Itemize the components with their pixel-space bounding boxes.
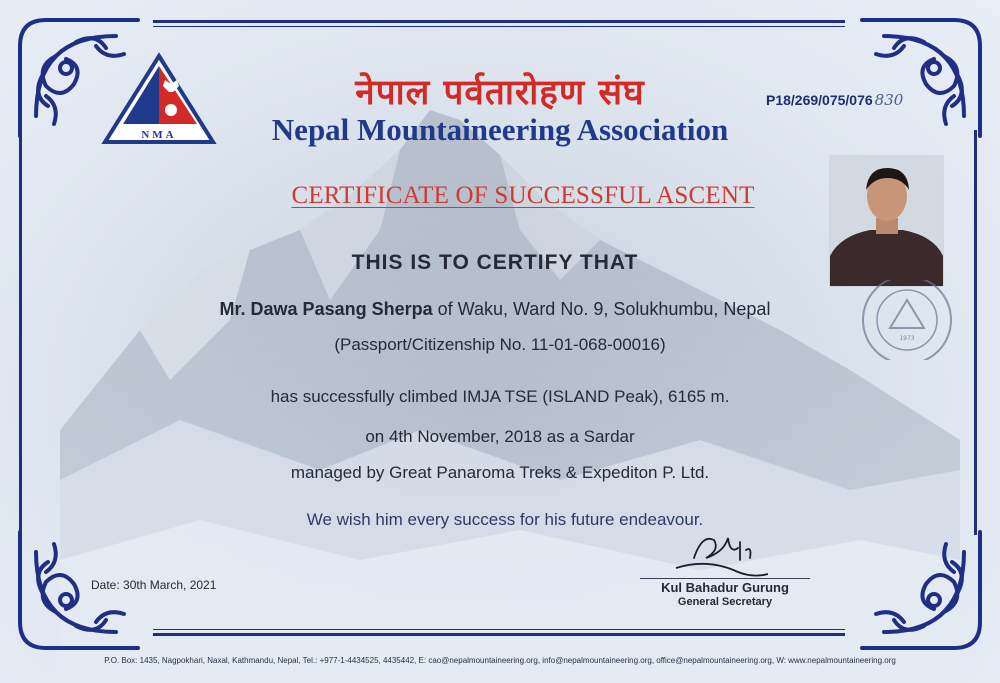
ornament-corner-bottom-left bbox=[6, 522, 146, 662]
ascent-date-line: on 4th November, 2018 as a Sardar bbox=[365, 427, 635, 446]
handwritten-signature-icon bbox=[668, 528, 778, 580]
frame-top-border bbox=[153, 20, 845, 23]
reference-printed: P18/269/075/076 bbox=[766, 92, 873, 108]
passport-line: (Passport/Citizenship No. 11-01-068-00016) bbox=[334, 335, 666, 354]
frame-top-border-inner bbox=[153, 26, 845, 27]
holder-line bbox=[0, 299, 990, 320]
issue-date: Date: 30th March, 2021 bbox=[91, 578, 217, 592]
frame-bottom-border-inner bbox=[153, 629, 845, 630]
climb-line: has successfully climbed IMJA TSE (ISLAND Peak), 6165 m. bbox=[270, 387, 730, 406]
signature-line bbox=[640, 578, 810, 579]
logo-text: NMA bbox=[141, 129, 177, 141]
holder-address: of Waku, Ward No. 9, Solukhumbu, Nepal bbox=[432, 299, 771, 319]
certify-line: THIS IS TO CERTIFY THAT bbox=[351, 251, 639, 274]
holder-name: Mr. Dawa Pasang Sherpa bbox=[219, 299, 433, 319]
ornament-corner-bottom-right bbox=[854, 522, 994, 662]
wish-line: We wish him every success for his future endeavour. bbox=[306, 510, 704, 529]
footer-contact: P.O. Box: 1435, Nagpokhari, Naxal, Kathmandu, Nepal, Tel.: +977-1-4434525, 4435442, E: cao@nepalmountaineering.org, info@nepalmountaineering.org, office@nepalmountaineering.org, W: www.nepalmountaineering.org bbox=[104, 656, 896, 665]
signatory-title: General Secretary bbox=[677, 596, 773, 608]
reference-handwritten: 830 bbox=[874, 91, 904, 109]
certificate-heading: CERTIFICATE OF SUCCESSFUL ASCENT bbox=[291, 182, 755, 209]
reference-number bbox=[766, 91, 903, 109]
svg-text:1973: 1973 bbox=[899, 335, 915, 342]
organization-name-nepali: नेपाल पर्वतारोहण संघ bbox=[355, 73, 645, 113]
signatory-name: Kul Bahadur Gurung bbox=[661, 580, 789, 595]
managed-by-line: managed by Great Panaroma Treks & Expediton P. Ltd. bbox=[290, 463, 710, 482]
frame-bottom-border bbox=[153, 633, 845, 636]
organization-name-english: Nepal Mountaineering Association bbox=[271, 112, 729, 147]
